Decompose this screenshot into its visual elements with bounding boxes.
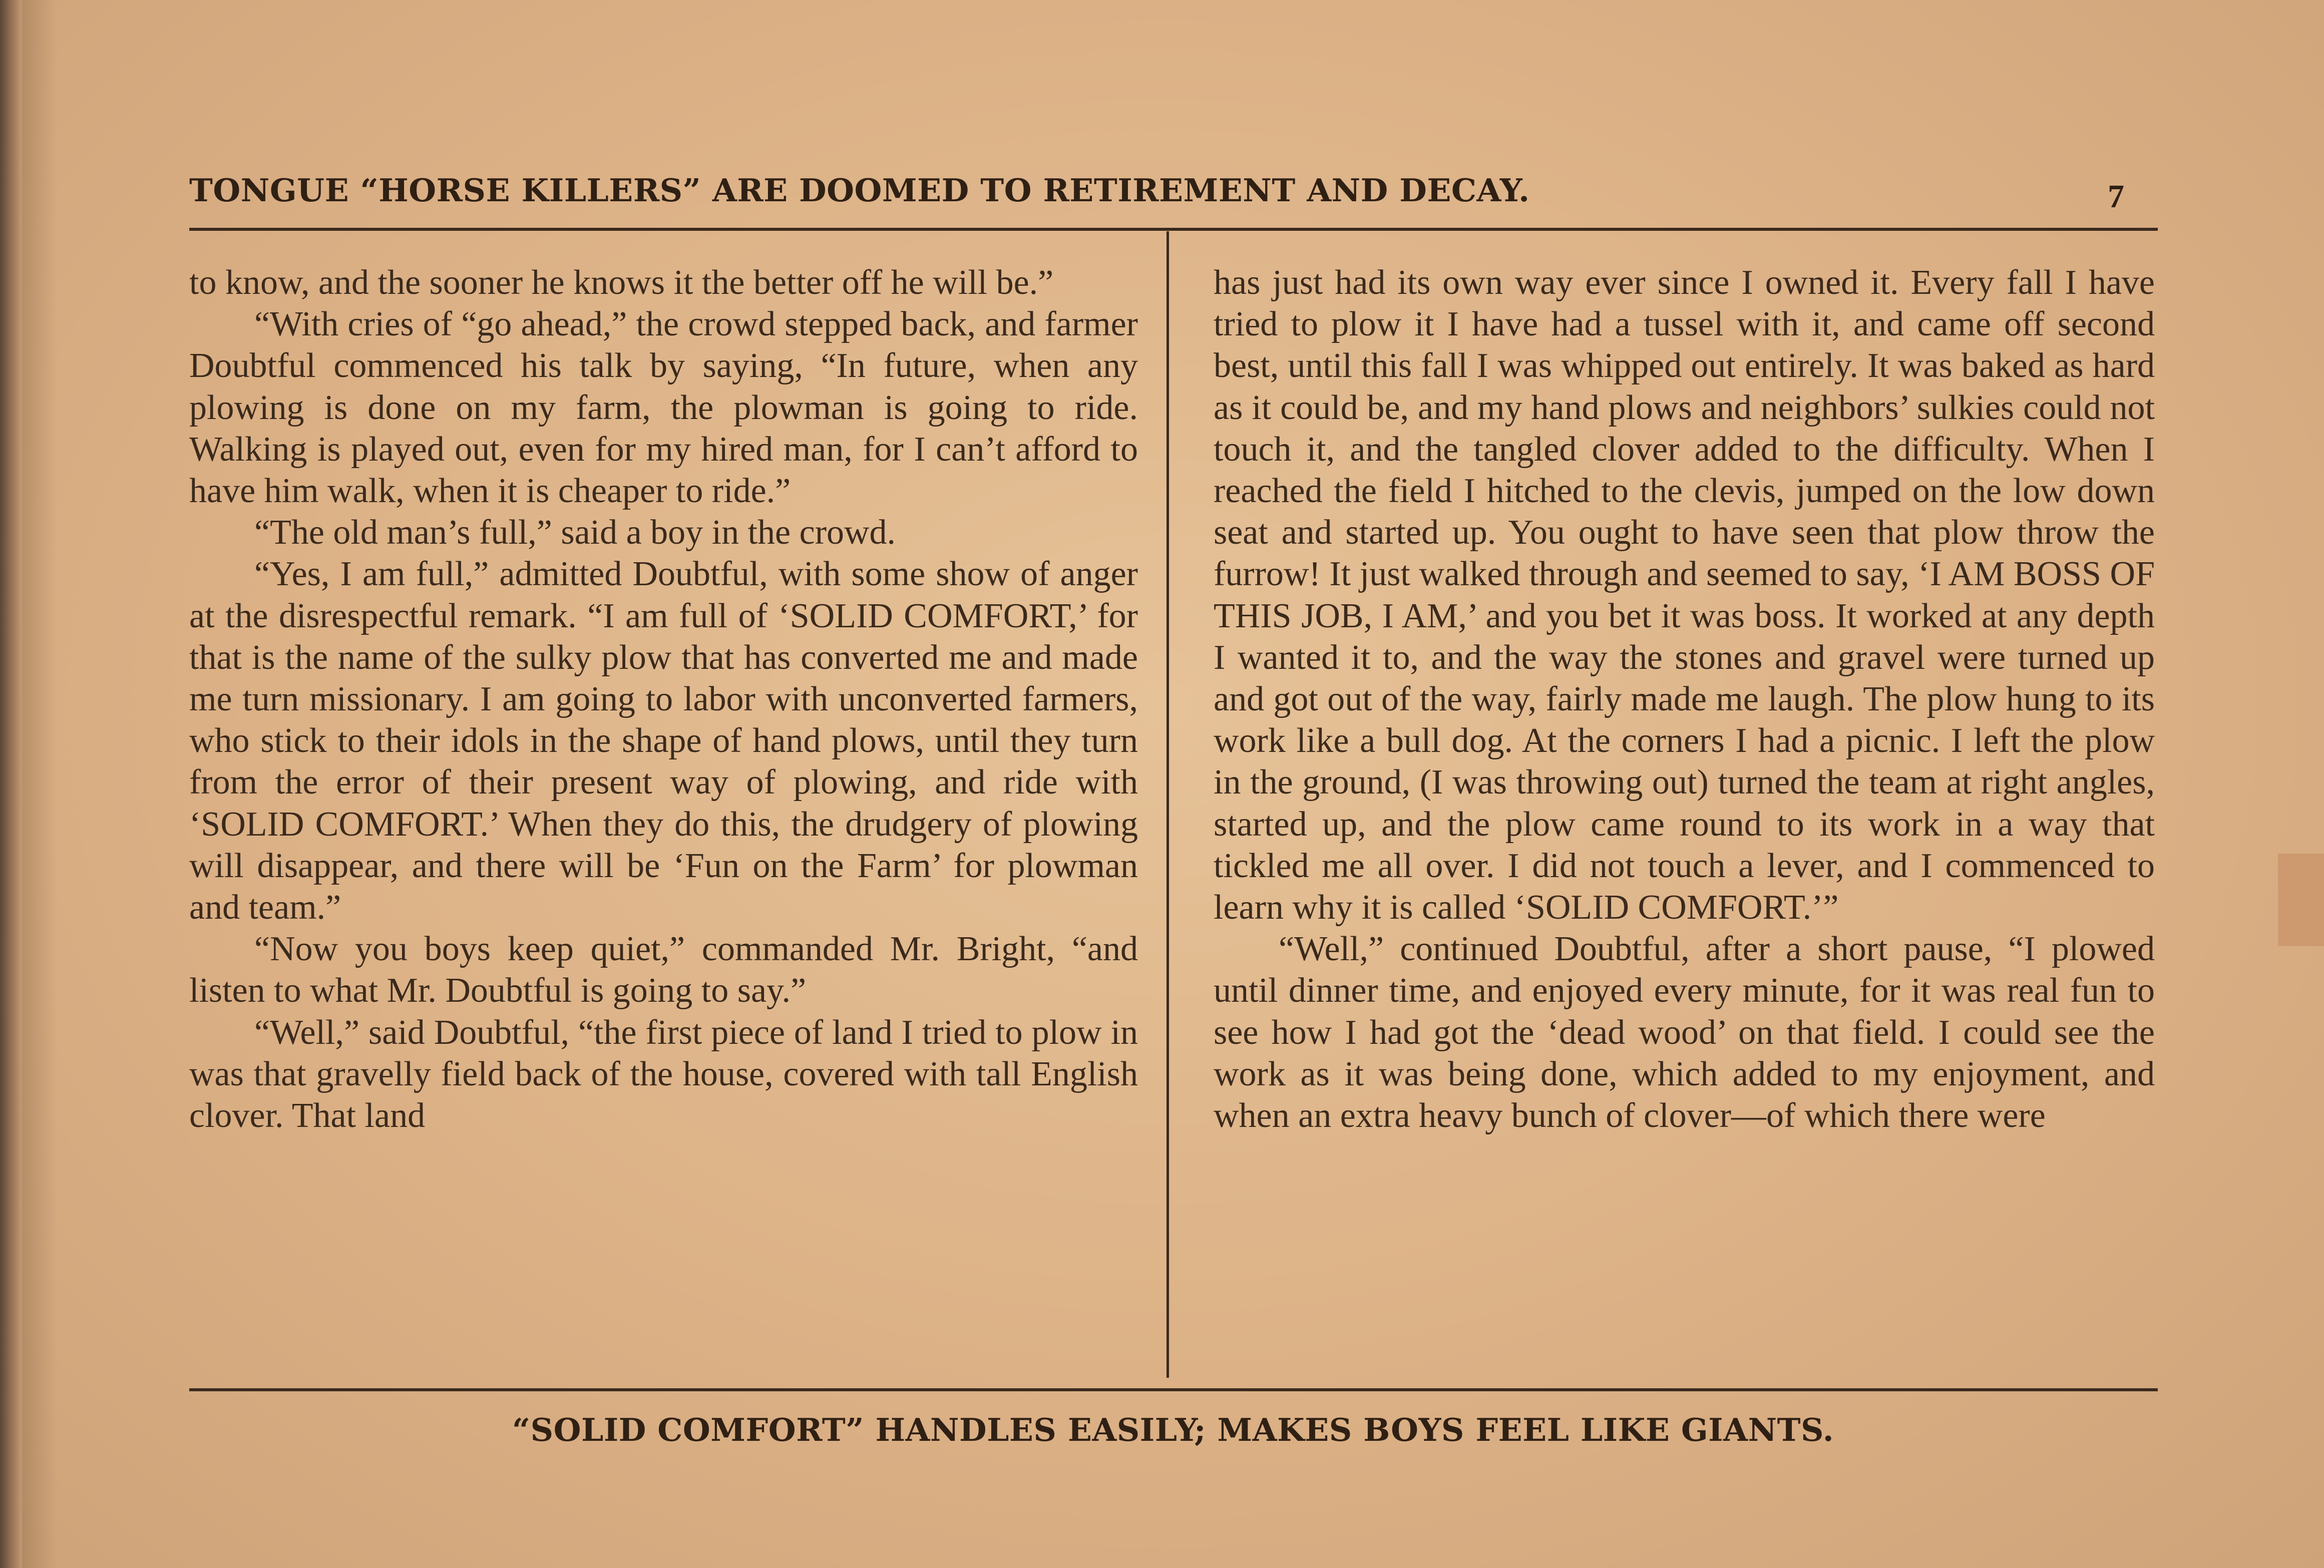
paragraph: “Yes, I am full,” admitted Doubtful, with some show of anger at the disrespectful remark. “I am full of ‘SOLID COMFORT,’ for that is the name of the sulky plow that has converted me and made me turn missionary. I am going to labor with unconverted farmers, who stick to their idols in the shape of hand plows, until they turn from the error of their present way of plowing, and ride with ‘SOLID COMFORT.’ When they do this, the drudgery of plowing will disappear, and there will be ‘Fun on the Farm’ for plowman and team.” <box>189 555 1138 927</box>
right-column <box>1214 262 2155 1136</box>
page-edge-tab <box>2278 854 2324 946</box>
running-footer: “SOLID COMFORT” HANDLES EASILY; MAKES BOYS FEEL LIKE GIANTS. <box>512 1411 1834 1448</box>
paragraph: “With cries of “go ahead,” the crowd stepped back, and farmer Doubtful commenced his talk by saying, “In future, when any plowing is done on my farm, the plowman is going to ride. Walking is played out, even for my hired man, for I can’t afford to have him walk, when it is cheaper to ride.” <box>189 305 1138 511</box>
header-rule <box>189 228 2158 231</box>
running-header: TONGUE “HORSE KILLERS” ARE DOOMED TO RETIREMENT AND DECAY. <box>189 172 1530 209</box>
paragraph: “Well,” continued Doubtful, after a short pause, “I plowed until dinner time, and enjoyed every minute, for it was real fun to see how I had got the ‘dead wood’ on that field. I could see the work as it was being done, which added to my enjoyment, and when an extra heavy bunch of clover—of which there were <box>1214 930 2155 1135</box>
paragraph: has just had its own way ever since I owned it. Every fall I have tried to plow it I have had a tussel with it, and came off second best, until this fall I was whipped out entirely. It was baked as hard as it could be, and my hand plows and neighbors’ sulkies could not touch it, and the tangled clover added to the difficulty. When I reached the field I hitched to the clevis, jumped on the low down seat and started up. You ought to have seen that plow throw the furrow! It just walked through and seemed to say, ‘I AM BOSS OF THIS JOB, I AM,’ and you bet it was boss. It worked at any depth I wanted it to, and the way the stones and gravel were turned up and got out of the way, fairly made me laugh. The plow hung to its work like a bull dog. At the corners I had a picnic. I left the plow in the ground, (I was throwing out) turned the team at right angles, started up, and the plow came round to its work in a way that tickled me all over. I did not touch a lever, and I commenced to learn why it is called ‘SOLID COMFORT.’” <box>1214 263 2155 927</box>
paragraph: to know, and the sooner he knows it the better off he will be.” <box>189 263 1054 302</box>
page-number: 7 <box>2108 178 2124 215</box>
book-binding-edge <box>0 0 22 1568</box>
paragraph: “Now you boys keep quiet,” commanded Mr. Bright, “and listen to what Mr. Doubtful is going to say.” <box>189 930 1138 1010</box>
left-column <box>189 262 1138 1136</box>
footer-rule <box>189 1388 2158 1391</box>
paragraph: “Well,” said Doubtful, “the first piece of land I tried to plow in was that gravelly field back of the house, covered with tall English clover. That land <box>189 1013 1138 1135</box>
binding-shadow <box>22 0 57 1568</box>
column-divider <box>1167 231 1169 1378</box>
paragraph: “The old man’s full,” said a boy in the crowd. <box>254 513 896 552</box>
